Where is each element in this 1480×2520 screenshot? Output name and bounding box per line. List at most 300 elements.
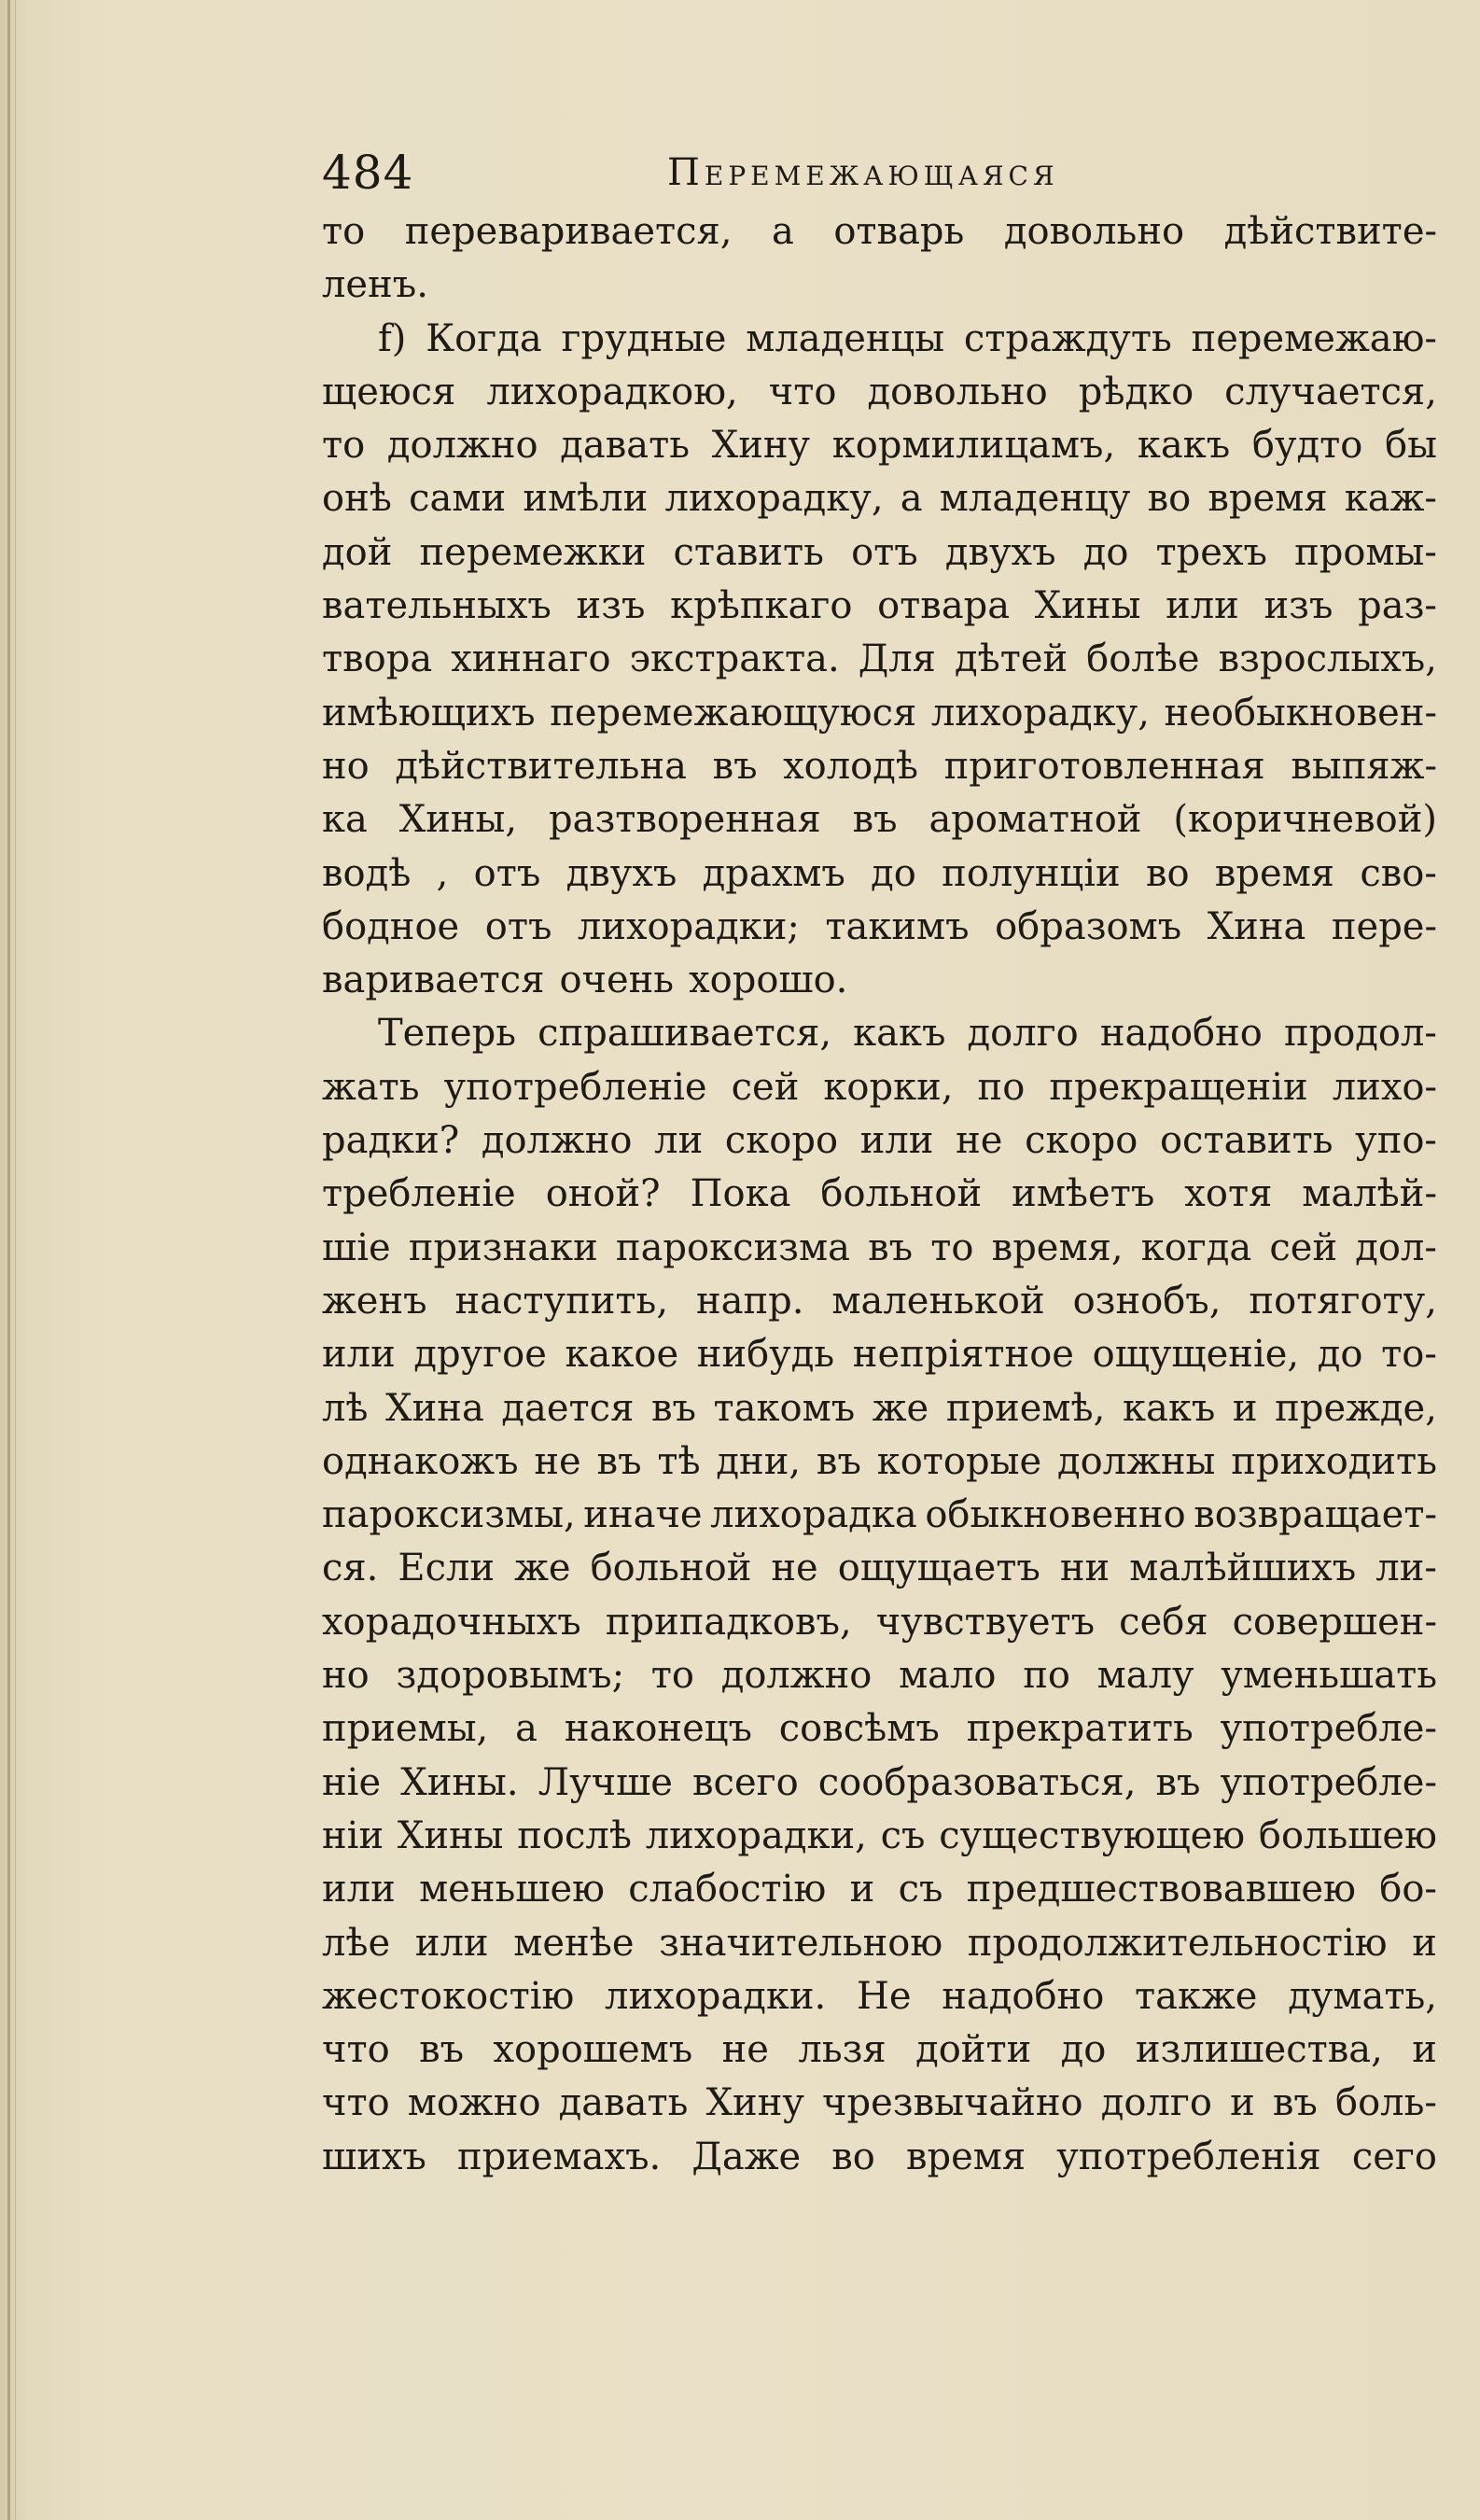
- word: лихорадки,: [645, 1813, 867, 1857]
- word: дается: [501, 1386, 635, 1430]
- word: и: [849, 1868, 875, 1911]
- text-line: [322, 580, 1437, 633]
- word: въ: [816, 1439, 861, 1483]
- word: перемежаю-: [1191, 316, 1437, 360]
- word: дни,: [716, 1439, 802, 1483]
- word: лихорадку,: [930, 691, 1150, 735]
- word: боль-: [1335, 2081, 1437, 2125]
- word: должно: [720, 1654, 873, 1698]
- text-line: [322, 1702, 1437, 1756]
- word: переваривается,: [404, 210, 733, 253]
- word: шихъ: [322, 2135, 426, 2178]
- word: а: [515, 1707, 538, 1751]
- word: онѣ: [322, 477, 392, 521]
- word: лихорадкою,: [486, 370, 738, 413]
- binding-edge-inner: [15, 0, 16, 2520]
- word: дол-: [1355, 1225, 1437, 1269]
- word: признаки: [408, 1225, 598, 1269]
- word: приготовленная: [943, 744, 1265, 788]
- word: обыкновенно: [925, 1493, 1186, 1537]
- word: такимъ: [825, 904, 970, 948]
- word: долго: [1100, 2081, 1212, 2125]
- word: а: [900, 477, 923, 521]
- word: хорадочныхъ: [322, 1600, 581, 1644]
- word: довольно: [1003, 210, 1185, 253]
- word: лихорадки.: [605, 1974, 827, 2018]
- text-line: [322, 366, 1437, 419]
- word: въ: [868, 1225, 914, 1269]
- text-line: [322, 1114, 1437, 1168]
- word: твора: [322, 637, 433, 681]
- word: существующею: [939, 1813, 1246, 1857]
- word: грудные: [561, 316, 727, 360]
- text-line: [322, 901, 1437, 954]
- word: f): [378, 316, 407, 360]
- word: Хины: [1034, 584, 1141, 628]
- word: въ: [852, 798, 898, 842]
- word: приемахъ.: [456, 2135, 662, 2178]
- word: же: [872, 1386, 929, 1430]
- word: дойти: [915, 2028, 1032, 2072]
- word: ся.: [322, 1547, 379, 1590]
- word: употребленія: [1056, 2135, 1321, 2178]
- word: Хины.: [400, 1760, 519, 1804]
- word: предшествовавшею: [966, 1868, 1356, 1911]
- word: ощущаетъ: [837, 1547, 1040, 1590]
- word: непріятное: [852, 1333, 1074, 1377]
- binding-edge: [7, 0, 10, 2520]
- word: ніи: [322, 1813, 384, 1857]
- word: Когда: [426, 316, 542, 360]
- word: хиннаго: [451, 637, 611, 681]
- word: дѣйствите-: [1223, 210, 1437, 253]
- word: слабостію: [628, 1868, 827, 1911]
- word: всего: [692, 1760, 799, 1804]
- word: корки,: [823, 1065, 954, 1109]
- word: напр.: [695, 1279, 804, 1323]
- word: до: [1060, 2028, 1107, 2072]
- text-line: [322, 205, 1437, 259]
- word: перемежающуюся: [550, 691, 917, 735]
- word: ли: [654, 1119, 704, 1163]
- word: въ: [650, 1386, 696, 1430]
- word: но: [322, 1654, 370, 1698]
- word: совершен-: [1232, 1600, 1437, 1644]
- word: долго: [967, 1012, 1079, 1056]
- word: изъ: [576, 584, 646, 628]
- text-line: [322, 1970, 1437, 2023]
- word: жать: [322, 1065, 420, 1109]
- word: возвращает-: [1194, 1493, 1437, 1537]
- word: (коричневой): [1173, 798, 1437, 842]
- word: излишества,: [1135, 2028, 1383, 2072]
- word: взрослыхъ,: [1218, 637, 1437, 681]
- text-line: [322, 1863, 1437, 1916]
- word: до: [871, 851, 916, 895]
- word: будто: [1251, 424, 1363, 468]
- word: припадковъ,: [605, 1600, 852, 1644]
- word: сообразоваться,: [817, 1760, 1137, 1804]
- word: жестокостію: [322, 1974, 575, 2018]
- word: выпяж-: [1291, 744, 1437, 788]
- word: Если: [398, 1547, 496, 1590]
- word: продол-: [1283, 1012, 1437, 1056]
- text-line: [322, 847, 1437, 901]
- word: Теперь: [378, 1012, 517, 1056]
- word: и: [1412, 1921, 1437, 1965]
- word: сей: [731, 1065, 800, 1109]
- word: здоровымъ;: [396, 1654, 625, 1698]
- word: время: [1208, 477, 1328, 521]
- word: должны: [1056, 1439, 1216, 1483]
- word: ленъ.: [322, 263, 428, 307]
- word: болѣе: [1086, 637, 1200, 681]
- word: думать,: [1288, 1974, 1437, 2018]
- text-line: [322, 2077, 1437, 2130]
- word: Хина: [1207, 904, 1306, 948]
- word: дѣйствительна: [395, 744, 687, 788]
- word: употребле-: [1220, 1760, 1437, 1804]
- word: совсѣмъ: [778, 1707, 940, 1751]
- word: какъ: [1122, 1386, 1216, 1430]
- word: въ: [419, 2028, 465, 2072]
- text-line: [322, 740, 1437, 793]
- word: радки?: [322, 1119, 460, 1163]
- word: шіе: [322, 1225, 391, 1269]
- word: отъ: [484, 904, 552, 948]
- word: должно: [386, 424, 538, 468]
- word: чрезвычайно: [822, 2081, 1083, 2125]
- word: наступить,: [454, 1279, 669, 1323]
- word: или: [1166, 584, 1239, 628]
- word: однакожъ: [322, 1439, 519, 1483]
- word: наконецъ: [564, 1707, 752, 1751]
- word: водѣ: [322, 851, 412, 895]
- word: но: [322, 744, 370, 788]
- word: образомъ: [995, 904, 1182, 948]
- word: лихо-: [1332, 1065, 1437, 1109]
- text-line: [322, 1168, 1437, 1221]
- word: рѣдко: [1078, 370, 1194, 413]
- word: Хина: [385, 1386, 484, 1430]
- word: экстракта.: [629, 637, 840, 681]
- text-line: [322, 1489, 1437, 1542]
- text-line: [322, 313, 1437, 366]
- word: и: [1412, 2028, 1437, 2072]
- word: а: [771, 210, 794, 253]
- word: въ: [596, 1439, 642, 1483]
- text-line: [322, 687, 1437, 740]
- word: довольно: [867, 370, 1048, 413]
- text-line: [322, 1435, 1437, 1489]
- word: оной?: [545, 1172, 661, 1216]
- word: льзя: [798, 2028, 887, 2072]
- word: же: [514, 1547, 571, 1590]
- word: малу: [1096, 1654, 1194, 1698]
- word: кормилицамъ,: [831, 424, 1116, 468]
- word: тѣ: [657, 1439, 701, 1483]
- word: разтворенная: [549, 798, 821, 842]
- word: какъ: [1137, 424, 1231, 468]
- word: сво-: [1360, 851, 1437, 895]
- word: время: [905, 2135, 1026, 2178]
- word: съ: [880, 1813, 926, 1857]
- word: время: [1214, 851, 1335, 895]
- word: Хину: [705, 2081, 804, 2125]
- word: Для: [858, 637, 936, 681]
- word: случается,: [1224, 370, 1437, 413]
- text-line: [322, 526, 1437, 580]
- text-line: [322, 1649, 1437, 1702]
- word: которые: [876, 1439, 1042, 1483]
- word: перемежки: [419, 530, 647, 574]
- word: очень: [559, 959, 675, 1002]
- text-line: [322, 954, 1437, 1007]
- word: какое: [565, 1333, 679, 1377]
- word: потяготу,: [1249, 1279, 1437, 1323]
- word: приемѣ,: [945, 1386, 1106, 1430]
- word: дѣтей: [954, 637, 1068, 681]
- text-line: [322, 419, 1437, 472]
- word: или: [859, 1119, 934, 1163]
- word: ощущеніе,: [1092, 1333, 1300, 1377]
- text-line: [322, 633, 1437, 686]
- word: во: [1147, 477, 1192, 521]
- word: отъ: [851, 530, 918, 574]
- word: надобно: [1099, 1012, 1263, 1056]
- word: когда: [1140, 1225, 1252, 1269]
- word: то-: [1381, 1333, 1437, 1377]
- word: меньшею: [419, 1868, 605, 1911]
- word: что: [322, 2081, 390, 2125]
- word: послѣ: [517, 1813, 632, 1857]
- word: женъ: [322, 1279, 427, 1323]
- word: лихорадка: [710, 1493, 917, 1537]
- word: страждуть: [963, 316, 1172, 360]
- word: съ: [898, 1868, 943, 1911]
- word: промы-: [1294, 530, 1437, 574]
- word: хорошо.: [689, 959, 848, 1002]
- word: не: [956, 1119, 1003, 1163]
- word: то: [930, 1225, 974, 1269]
- word: такомъ: [713, 1386, 856, 1430]
- word: можно: [407, 2081, 541, 2125]
- text-line: [322, 1917, 1437, 1970]
- text-line: [322, 1007, 1437, 1060]
- word: приходить: [1231, 1439, 1437, 1483]
- word: изъ: [1264, 584, 1333, 628]
- word: больной: [820, 1172, 983, 1216]
- word: прекращеніи: [1049, 1065, 1308, 1109]
- text-line: [322, 1328, 1437, 1381]
- word: скоро: [1025, 1119, 1138, 1163]
- word: двухъ: [944, 530, 1056, 574]
- text-line: [322, 793, 1437, 847]
- word: что: [768, 370, 837, 413]
- word: во: [831, 2135, 875, 2178]
- word: Даже: [691, 2135, 802, 2178]
- word: хотя: [1184, 1172, 1273, 1216]
- word: Хины: [397, 1813, 504, 1857]
- word: не: [771, 1547, 818, 1590]
- word: лѣе: [322, 1921, 391, 1965]
- word: Хину: [711, 424, 811, 468]
- word: то: [322, 424, 366, 468]
- word: какъ: [853, 1012, 946, 1056]
- word: Пока: [690, 1172, 791, 1216]
- body-text: [322, 205, 1437, 2184]
- word: употребле-: [1220, 1707, 1437, 1751]
- word: давать: [560, 424, 691, 468]
- word: мало: [899, 1654, 997, 1698]
- word: сами: [409, 477, 507, 521]
- word: требленіе: [322, 1172, 516, 1216]
- text-line: [322, 1382, 1437, 1435]
- word: надобно: [942, 1974, 1105, 2018]
- word: прежде,: [1275, 1386, 1437, 1430]
- word: бодное: [322, 904, 460, 948]
- word: не: [534, 1439, 581, 1483]
- word: лѣ: [322, 1386, 369, 1430]
- word: себя: [1119, 1600, 1208, 1644]
- word: приемы,: [322, 1707, 489, 1751]
- word: до: [1082, 530, 1129, 574]
- page-number: 484: [322, 146, 414, 200]
- word: полунціи: [942, 851, 1121, 895]
- word: ставить: [673, 530, 824, 574]
- word: и: [1230, 2081, 1255, 2125]
- word: иначе: [583, 1493, 703, 1537]
- word: щеюся: [322, 370, 456, 413]
- word: Не: [856, 1974, 912, 2018]
- word: или: [322, 1868, 396, 1911]
- word: малѣйшихъ: [1129, 1547, 1357, 1590]
- text-line: [322, 2023, 1437, 2077]
- word: ,: [436, 851, 449, 895]
- word: малѣй-: [1302, 1172, 1437, 1216]
- text-line: [322, 1757, 1437, 1810]
- word: спрашивается,: [538, 1012, 832, 1056]
- word: время,: [991, 1225, 1124, 1269]
- word: сего: [1351, 2135, 1437, 2178]
- word: что: [322, 2028, 390, 2072]
- word: также: [1135, 1974, 1258, 2018]
- word: ли-: [1375, 1547, 1437, 1590]
- word: бы: [1385, 424, 1437, 468]
- word: скоро: [724, 1119, 839, 1163]
- word: пере-: [1331, 904, 1437, 948]
- text-line: [322, 1222, 1437, 1275]
- word: имѣющихъ: [322, 691, 536, 735]
- word: младенцу: [939, 477, 1131, 521]
- word: отварь: [833, 210, 965, 253]
- word: двухъ: [565, 851, 677, 895]
- word: отвара: [877, 584, 1011, 628]
- text-line: [322, 1596, 1437, 1649]
- word: драхмъ: [702, 851, 845, 895]
- word: оставить: [1159, 1119, 1333, 1163]
- word: въ: [1155, 1760, 1201, 1804]
- word: большею: [1258, 1813, 1437, 1857]
- word: менѣе: [513, 1921, 635, 1965]
- word: употребленіе: [443, 1065, 707, 1109]
- text-line: [322, 2131, 1437, 2184]
- word: хорошемъ: [493, 2028, 693, 2072]
- text-line: [322, 259, 1437, 312]
- word: Хины,: [398, 798, 518, 842]
- word: пароксизма: [615, 1225, 850, 1269]
- word: нибудь: [696, 1333, 835, 1377]
- word: трехъ: [1155, 530, 1267, 574]
- word: то: [322, 210, 366, 253]
- word: дой: [322, 530, 393, 574]
- word: отъ: [473, 851, 541, 895]
- word: лихорадку,: [664, 477, 884, 521]
- word: необыкновен-: [1164, 691, 1437, 735]
- word: холодѣ: [783, 744, 919, 788]
- text-line: [322, 1810, 1437, 1863]
- word: другое: [413, 1333, 547, 1377]
- word: по: [977, 1065, 1026, 1109]
- word: упо-: [1355, 1119, 1437, 1163]
- text-line: [322, 1542, 1437, 1595]
- text-line: [322, 1061, 1437, 1114]
- word: или: [414, 1921, 489, 1965]
- word: чувствуетъ: [875, 1600, 1096, 1644]
- word: и: [1232, 1386, 1258, 1430]
- word: уменьшать: [1221, 1654, 1437, 1698]
- word: имѣетъ: [1012, 1172, 1155, 1216]
- word: ароматной: [928, 798, 1142, 842]
- word: пароксизмы,: [322, 1493, 576, 1537]
- word: имѣли: [523, 477, 649, 521]
- word: каж-: [1344, 477, 1437, 521]
- word: раз-: [1358, 584, 1437, 628]
- word: вательныхъ: [322, 584, 552, 628]
- word: во: [1145, 851, 1190, 895]
- word: Лучше: [538, 1760, 673, 1804]
- word: въ: [712, 744, 758, 788]
- word: значительною: [659, 1921, 943, 1965]
- word: маленькой: [831, 1279, 1045, 1323]
- word: ка: [322, 798, 368, 842]
- word: лихорадки;: [577, 904, 800, 948]
- running-title: Перемежающаяся: [667, 151, 1059, 194]
- word: ніе: [322, 1760, 382, 1804]
- word: ознобъ,: [1072, 1279, 1222, 1323]
- word: давать: [558, 2081, 689, 2125]
- text-line: [322, 472, 1437, 525]
- word: должно: [481, 1119, 633, 1163]
- word: больной: [590, 1547, 752, 1590]
- text-line: [322, 1275, 1437, 1328]
- word: то: [650, 1654, 694, 1698]
- word: по: [1023, 1654, 1070, 1698]
- word: не: [721, 2028, 769, 2072]
- page-header: [322, 140, 1437, 205]
- word: крѣпкаго: [670, 584, 853, 628]
- word: до: [1317, 1333, 1363, 1377]
- word: прекратить: [966, 1707, 1194, 1751]
- word: въ: [1272, 2081, 1318, 2125]
- word: младенцы: [746, 316, 945, 360]
- word: бо-: [1379, 1868, 1437, 1911]
- word: сей: [1269, 1225, 1338, 1269]
- word: продолжительностію: [967, 1921, 1388, 1965]
- word: или: [322, 1333, 396, 1377]
- word: варивается: [322, 959, 545, 1002]
- word: ни: [1059, 1547, 1110, 1590]
